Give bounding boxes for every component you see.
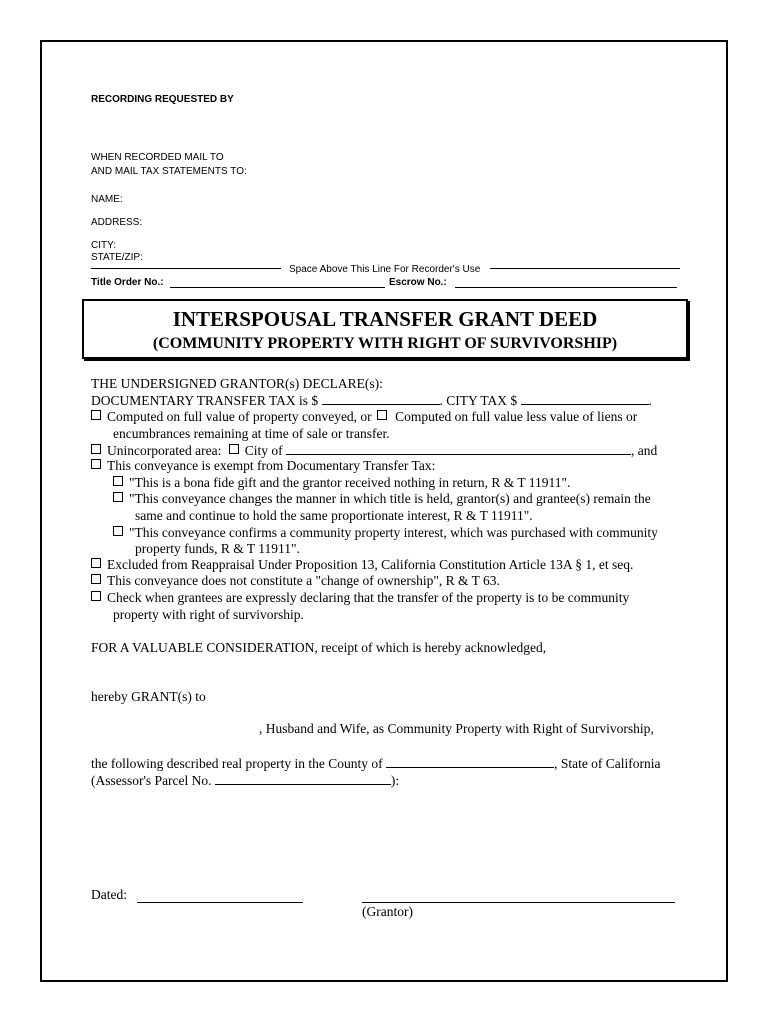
city-tax-label: . CITY TAX $ bbox=[439, 393, 518, 408]
address-label: ADDRESS: bbox=[91, 217, 143, 228]
check-when-line bbox=[91, 590, 629, 606]
when-recorded-line2: AND MAIL TAX STATEMENTS TO: bbox=[91, 166, 247, 177]
exempt-confirms-line bbox=[113, 525, 658, 541]
when-recorded-line1: WHEN RECORDED MAIL TO bbox=[91, 152, 224, 163]
exempt-gift-checkbox[interactable] bbox=[113, 476, 123, 486]
page-title: INTERSPOUSAL TRANSFER GRANT DEED bbox=[172, 307, 598, 331]
exempt-gift-line bbox=[113, 475, 570, 491]
unincorporated-label: Unincorporated area: bbox=[107, 443, 222, 458]
and-label: , and bbox=[630, 443, 658, 458]
no-change-line bbox=[91, 573, 500, 589]
county-field[interactable] bbox=[386, 755, 554, 768]
excluded-line bbox=[91, 557, 633, 573]
title-order-field[interactable] bbox=[170, 287, 385, 288]
unincorporated-line bbox=[91, 442, 657, 459]
check-when-line2: property with right of survivorship. bbox=[113, 607, 304, 622]
exempt-gift-label: "This is a bona fide gift and the grantor received nothing in return, R & T 11911". bbox=[129, 475, 571, 490]
exempt-confirms-line2: property funds, R & T 11911". bbox=[135, 541, 300, 556]
city-of-label: City of bbox=[244, 443, 283, 458]
recorder-space-label: Space Above This Line For Recorder's Use bbox=[289, 264, 481, 275]
county-label: the following described real property in the County of bbox=[91, 756, 383, 771]
excluded-checkbox[interactable] bbox=[91, 558, 101, 568]
escrow-field[interactable] bbox=[455, 287, 677, 288]
excluded-label: Excluded from Reappraisal Under Proposition 13, California Constitution Article 13A § 1, et seq. bbox=[107, 557, 634, 572]
county-line bbox=[91, 755, 661, 772]
computed-full-label: Computed on full value of property conveyed, or bbox=[107, 409, 372, 424]
escrow-label: Escrow No.: bbox=[389, 277, 447, 288]
doc-tax-label: DOCUMENTARY TRANSFER TAX is $ bbox=[91, 393, 319, 408]
apn-label: (Assessor's Parcel No. bbox=[91, 773, 212, 788]
page-subtitle: (COMMUNITY PROPERTY WITH RIGHT OF SURVIVORSHIP) bbox=[152, 335, 618, 352]
state-label: , State of California bbox=[554, 756, 661, 771]
apn-suffix: ): bbox=[390, 773, 400, 788]
recording-requested-by: RECORDING REQUESTED BY bbox=[91, 94, 234, 105]
husband-wife-line: , Husband and Wife, as Community Property with Right of Survivorship, bbox=[259, 721, 654, 736]
city-of-field[interactable] bbox=[286, 442, 631, 455]
encumbrances-line: encumbrances remaining at time of sale or transfer. bbox=[113, 426, 390, 441]
dated-label: Dated: bbox=[91, 887, 127, 902]
tax-line bbox=[91, 392, 652, 409]
exempt-confirms-checkbox[interactable] bbox=[113, 526, 123, 536]
recorder-line-left bbox=[91, 268, 281, 269]
city-tax-field[interactable] bbox=[521, 392, 649, 405]
exempt-line bbox=[91, 458, 435, 474]
exempt-manner-checkbox[interactable] bbox=[113, 492, 123, 502]
dated-field[interactable] bbox=[137, 902, 303, 903]
exempt-confirms-label: "This conveyance confirms a community property interest, which was purchased with community bbox=[129, 525, 658, 540]
exempt-manner-label: "This conveyance changes the manner in which title is held, grantor(s) and grantee(s) remain the bbox=[129, 491, 651, 506]
apn-line bbox=[91, 772, 399, 789]
exempt-manner-line bbox=[113, 491, 651, 507]
declare-line: THE UNDERSIGNED GRANTOR(s) DECLARE(s): bbox=[91, 376, 383, 391]
doc-tax-field[interactable] bbox=[322, 392, 440, 405]
grantor-label: (Grantor) bbox=[362, 904, 413, 919]
exempt-manner-line2: same and continue to hold the same proportionate interest, R & T 11911". bbox=[135, 508, 533, 523]
check-when-checkbox[interactable] bbox=[91, 591, 101, 601]
computed-full-checkbox[interactable] bbox=[91, 410, 101, 420]
exempt-label: This conveyance is exempt from Documentary Transfer Tax: bbox=[107, 458, 436, 473]
grantor-signature-field[interactable] bbox=[362, 902, 675, 903]
computed-line bbox=[91, 409, 681, 425]
title-order-label: Title Order No.: bbox=[91, 277, 164, 288]
consideration-line: FOR A VALUABLE CONSIDERATION, receipt of which is hereby acknowledged, bbox=[91, 640, 547, 655]
exempt-checkbox[interactable] bbox=[91, 459, 101, 469]
computed-less-label: Computed on full value less value of liens or bbox=[395, 409, 638, 424]
city-label: CITY: bbox=[91, 240, 117, 251]
title-box bbox=[82, 299, 688, 359]
computed-less-checkbox[interactable] bbox=[377, 410, 387, 420]
unincorporated-checkbox[interactable] bbox=[91, 444, 101, 454]
name-label: NAME: bbox=[91, 194, 123, 205]
recorder-line-right bbox=[490, 268, 680, 269]
city-of-checkbox[interactable] bbox=[229, 444, 239, 454]
statezip-label: STATE/ZIP: bbox=[91, 252, 143, 263]
no-change-checkbox[interactable] bbox=[91, 574, 101, 584]
no-change-label: This conveyance does not constitute a "change of ownership", R & T 63. bbox=[107, 573, 500, 588]
apn-field[interactable] bbox=[215, 772, 391, 785]
grants-to-line: hereby GRANT(s) to bbox=[91, 689, 206, 704]
period: . bbox=[648, 393, 652, 408]
check-when-label: Check when grantees are expressly declaring that the transfer of the property is to be community bbox=[107, 590, 630, 605]
